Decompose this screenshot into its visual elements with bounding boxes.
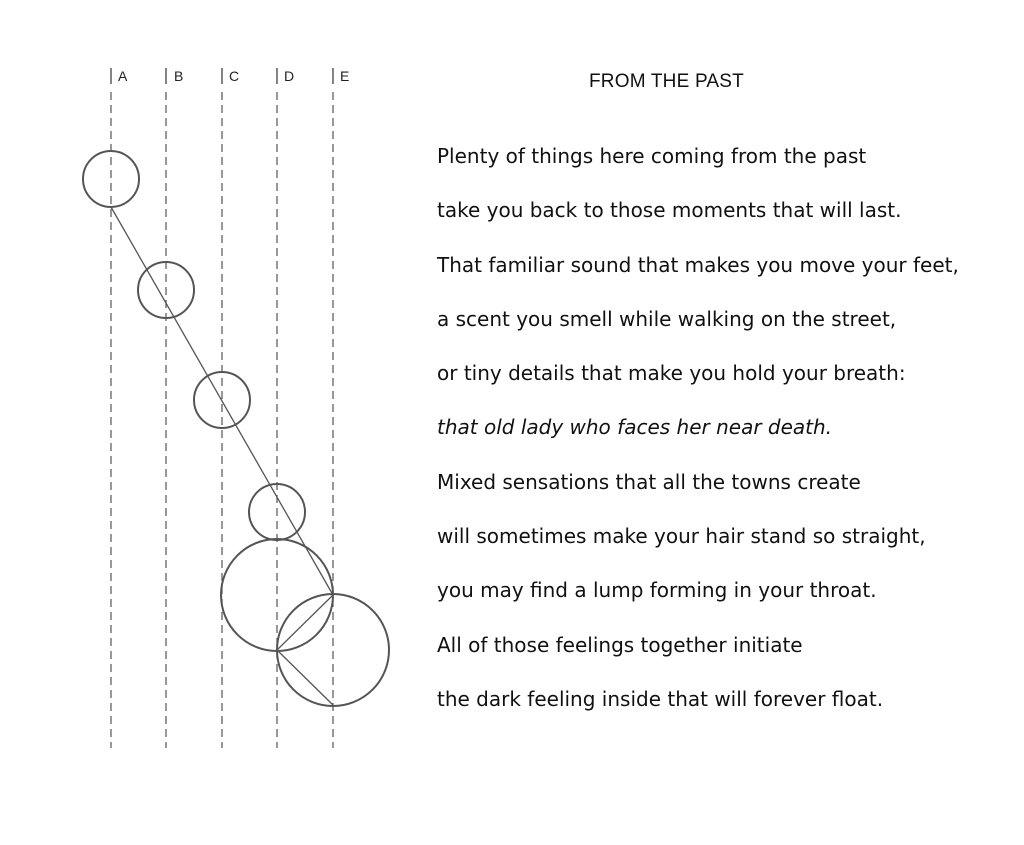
poem-line: or tiny details that make you hold your breath: xyxy=(437,361,906,386)
poem-line: will sometimes make your hair stand so straight, xyxy=(437,524,926,549)
poem-body xyxy=(437,140,959,737)
poem-line: you may find a lump forming in your throat. xyxy=(437,578,877,603)
poem-line: Plenty of things here coming from the past xyxy=(437,144,867,168)
column-b-label: B xyxy=(174,68,184,84)
poem-line-italic: that old lady who faces her near death. xyxy=(437,415,833,440)
chord-d-to-e-bottom xyxy=(277,650,333,705)
poem-line: All of those feelings together initiate xyxy=(437,632,803,657)
column-d-label: D xyxy=(284,68,295,84)
large-circle-e xyxy=(277,594,389,706)
poem-line: a scent you smell while walking on the street, xyxy=(437,306,897,331)
poem-line: the dark feeling inside that will forever float. xyxy=(437,686,884,711)
large-circle-d xyxy=(221,539,333,651)
chord-e-top-to-d xyxy=(277,595,333,650)
column-circle-diagram xyxy=(0,0,420,845)
poem-title: FROM THE PAST xyxy=(589,71,744,92)
poem-line: That familiar sound that makes you move your feet, xyxy=(437,252,959,277)
poem-line: take you back to those moments that will last. xyxy=(437,198,902,223)
column-c-label: C xyxy=(229,68,240,84)
poem-line: Mixed sensations that all the towns create xyxy=(437,469,861,494)
column-a-label: A xyxy=(118,68,128,84)
column-e-label: E xyxy=(340,68,350,84)
